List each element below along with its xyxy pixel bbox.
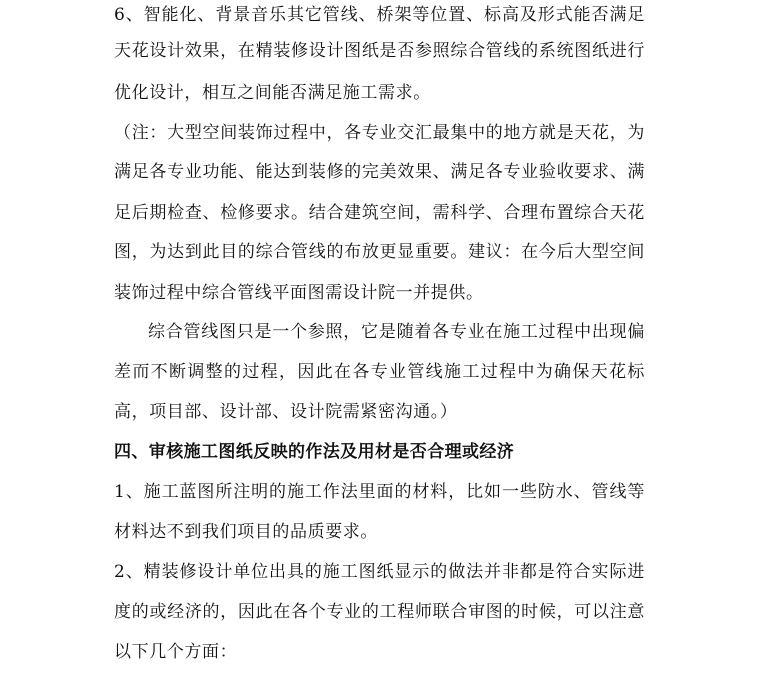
item-2-line-1: 2、精装修设计单位出具的施工图纸显示的做法并非都是符合实际进 — [114, 562, 645, 582]
paragraph-6-line-1: 6、智能化、背景音乐其它管线、桥架等位置、标高及形式能否满足 — [114, 5, 645, 25]
note-continued-line-3: 高，项目部、设计部、设计院需紧密沟通。） — [114, 402, 458, 422]
paragraph-6-line-2: 天花设计效果，在精装修设计图纸是否参照综合管线的系统图纸进行 — [114, 41, 645, 61]
note-line-4: 图，为达到此目的综合管线的布放更显重要。建议：在今后大型空间 — [114, 242, 645, 262]
item-1-line-2: 材料达不到我们项目的品质要求。 — [114, 522, 378, 542]
item-2-line-2: 度的或经济的，因此在各个专业的工程师联合审图的时候，可以注意 — [114, 602, 645, 622]
note-continued-line-1: 综合管线图只是一个参照，它是随着各专业在施工过程中出现偏 — [148, 322, 645, 342]
note-line-5: 装饰过程中综合管线平面图需设计院一并提供。 — [114, 283, 484, 303]
note-line-1: （注：大型空间装饰过程中，各专业交汇最集中的地方就是天花，为 — [114, 123, 645, 143]
item-1-line-1: 1、施工蓝图所注明的施工作法里面的材料，比如一些防水、管线等 — [114, 482, 645, 502]
paragraph-6-line-3: 优化设计，相互之间能否满足施工需求。 — [114, 83, 431, 103]
note-line-3: 足后期检查、检修要求。结合建筑空间，需科学、合理布置综合天花 — [114, 203, 645, 223]
note-continued-line-2: 差而不断调整的过程，因此在各专业管线施工过程中为确保天花标 — [114, 362, 645, 382]
note-line-2: 满足各专业功能、能达到装修的完美效果、满足各专业验收要求、满 — [114, 162, 645, 182]
item-2-line-3: 以下几个方面： — [114, 642, 238, 662]
section-heading: 四、审核施工图纸反映的作法及用材是否合理或经济 — [114, 442, 515, 462]
